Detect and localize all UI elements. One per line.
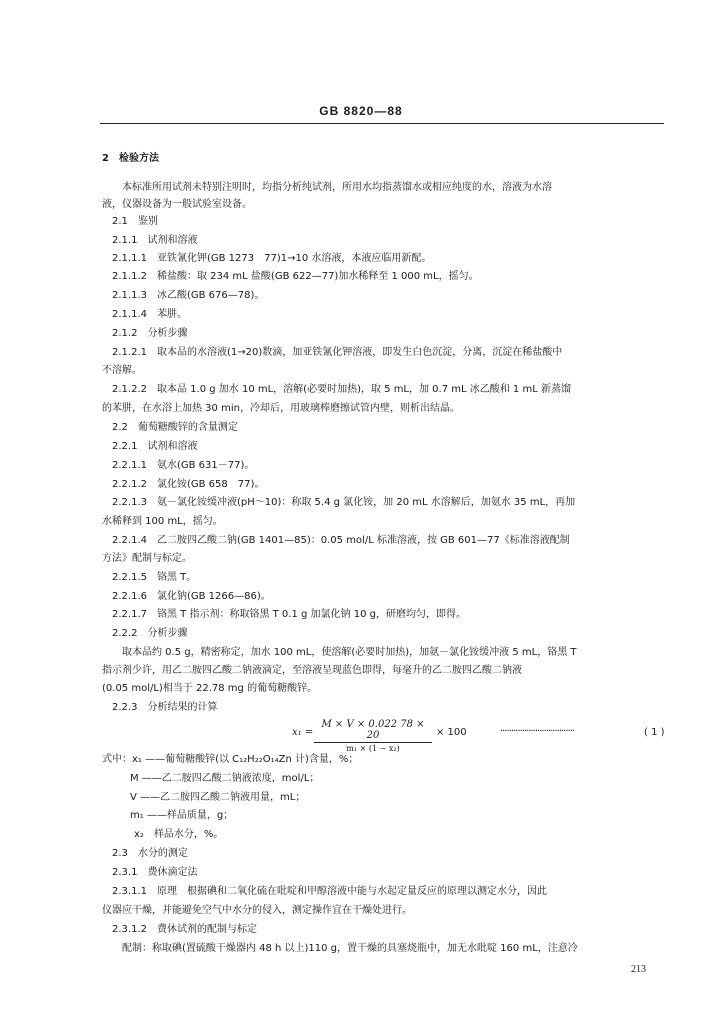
text-line-l33: V ——乙二胺四乙酸二钠液用量，mL； xyxy=(130,792,306,803)
text-line-l24: 2.2.1.6 氯化钠(GB 1266—86)。 xyxy=(112,591,271,602)
formula-leader-dots: ·································· xyxy=(500,726,575,737)
text-line-l17: 2.2.1.1 氨水(GB 631－77)。 xyxy=(112,460,255,471)
text-line-l38: 2.3.1.1 原理 根据碘和二氧化硫在吡啶和甲醇溶液中能与水起定量反应的原理以测定水分，因此 xyxy=(112,886,547,897)
text-line-l07: 2.1.1.2 稀盐酸：取 234 mL 盐酸(GB 622—77)加水稀释至 1 000 mL，摇匀。 xyxy=(112,271,479,282)
text-line-l20: 水稀释到 100 mL，摇匀。 xyxy=(102,516,223,527)
text-line-l12: 不溶解。 xyxy=(102,365,142,376)
text-line-l09: 2.1.1.4 苯肼。 xyxy=(112,309,187,320)
text-line-l03: 液，仪器设备为一般试验室设备。 xyxy=(102,199,252,210)
formula-lhs: x₁ = xyxy=(292,727,314,738)
formula-1 xyxy=(292,719,672,753)
text-line-l13: 2.1.2.2 取本品 1.0 g 加水 10 mL，溶解(必要时加热)，取 5 mL，加 0.7 mL 冰乙酸和 1 mL 新蒸馏 xyxy=(112,384,571,395)
text-line-l35: x₂ 样品水分，%。 xyxy=(134,829,224,840)
text-line-l10: 2.1.2 分析步骤 xyxy=(112,328,188,339)
formula-denominator: m₁ × (1 − x₂) xyxy=(346,744,400,753)
text-line-l16: 2.2.1 试剂和溶液 xyxy=(112,441,198,452)
text-line-l06: 2.1.1.1 亚铁氰化钾(GB 1273 77)1→10 水溶液，本液应临用新配。 xyxy=(112,253,432,264)
text-line-l19: 2.2.1.3 氨－氯化铵缓冲液(pH～10)：称取 5.4 g 氯化铵，加 20 mL 水溶解后，加氨水 35 mL，再加 xyxy=(112,497,576,508)
text-line-l25: 2.2.1.7 铬黑 T 指示剂：称取铬黑 T 0.1 g 加氯化钠 10 g，研磨均匀，即得。 xyxy=(112,609,466,620)
text-line-l30: 2.2.3 分析结果的计算 xyxy=(112,702,218,713)
text-line-l26: 2.2.2 分析步骤 xyxy=(112,628,188,639)
text-line-l32: M ——乙二胺四乙酸二钠液浓度，mol/L； xyxy=(130,773,320,784)
text-line-l36: 2.3 水分的测定 xyxy=(112,848,188,859)
formula-numerator: M × V × 0.022 78 × 20 xyxy=(314,719,432,743)
text-line-l39: 仪器应干燥，并能避免空气中水分的侵入，测定操作宜在干燥处进行。 xyxy=(102,905,412,916)
page-header: GB 8820—88 xyxy=(319,104,403,118)
text-line-l31: 式中：x₁ ——葡萄糖酸锌(以 C₁₂H₂₂O₁₄Zn 计)含量，%； xyxy=(102,754,359,765)
text-line-l40: 2.3.1.2 费休试剂的配制与标定 xyxy=(112,924,257,935)
text-line-l37: 2.3.1 费休滴定法 xyxy=(112,867,198,878)
page-number: 213 xyxy=(631,964,646,975)
text-line-l14: 的苯肼，在水浴上加热 30 min，冷却后，用玻璃棒磨擦试管内壁，则析出结晶。 xyxy=(102,403,460,414)
formula-fraction xyxy=(314,719,432,753)
text-line-l18: 2.2.1.2 氯化铵(GB 658 77)。 xyxy=(112,479,265,490)
header-rule xyxy=(100,123,664,124)
text-line-l04: 2.1 鉴别 xyxy=(112,216,158,227)
text-line-l29: (0.05 mol/L)相当于 22.78 mg 的葡萄糖酸锌。 xyxy=(102,683,318,694)
text-line-l23: 2.2.1.5 铬黑 T。 xyxy=(112,572,197,583)
text-line-l22: 方法》配制与标定。 xyxy=(102,553,192,564)
text-line-l15: 2.2 葡萄糖酸锌的含量测定 xyxy=(112,422,238,433)
text-line-l08: 2.1.1.3 冰乙酸(GB 676—78)。 xyxy=(112,290,265,301)
text-line-l11: 2.1.2.1 取本品的水溶液(1→20)数滴，加亚铁氰化钾溶液，即发生白色沉淀，分离，沉淀在稀盐酸中 xyxy=(112,347,563,358)
text-line-l01: 2 检验方法 xyxy=(102,153,159,164)
text-line-l34: m₁ ——样品质量，g； xyxy=(130,810,234,821)
text-line-l02: 本标准所用试剂未特别注明时，均指分析纯试剂，所用水均指蒸馏水或相应纯度的水，溶液为水溶 xyxy=(122,182,552,193)
text-line-l28: 指示剂少许，用乙二胺四乙酸二钠液滴定，至溶液呈现蓝色即得，每毫升的乙二胺四乙酸二钠液 xyxy=(102,665,522,676)
formula-multiplier: × 100 xyxy=(436,727,467,738)
formula-number: ( 1 ) xyxy=(644,727,665,738)
text-line-l21: 2.2.1.4 乙二胺四乙酸二钠(GB 1401—85)：0.05 mol/L 标准溶液，按 GB 601—77《标准溶液配制 xyxy=(112,535,570,546)
text-line-l05: 2.1.1 试剂和溶液 xyxy=(112,235,198,246)
text-line-l27: 取本品约 0.5 g，精密称定，加水 100 mL，使溶解(必要时加热)，加氨－氯化铵缓冲液 5 mL，铬黑 T xyxy=(122,647,577,658)
text-line-l41: 配制：称取碘(置硫酸干燥器内 48 h 以上)110 g，置干燥的具塞烧瓶中，加无水吡啶 160 mL，注意冷 xyxy=(122,943,578,954)
